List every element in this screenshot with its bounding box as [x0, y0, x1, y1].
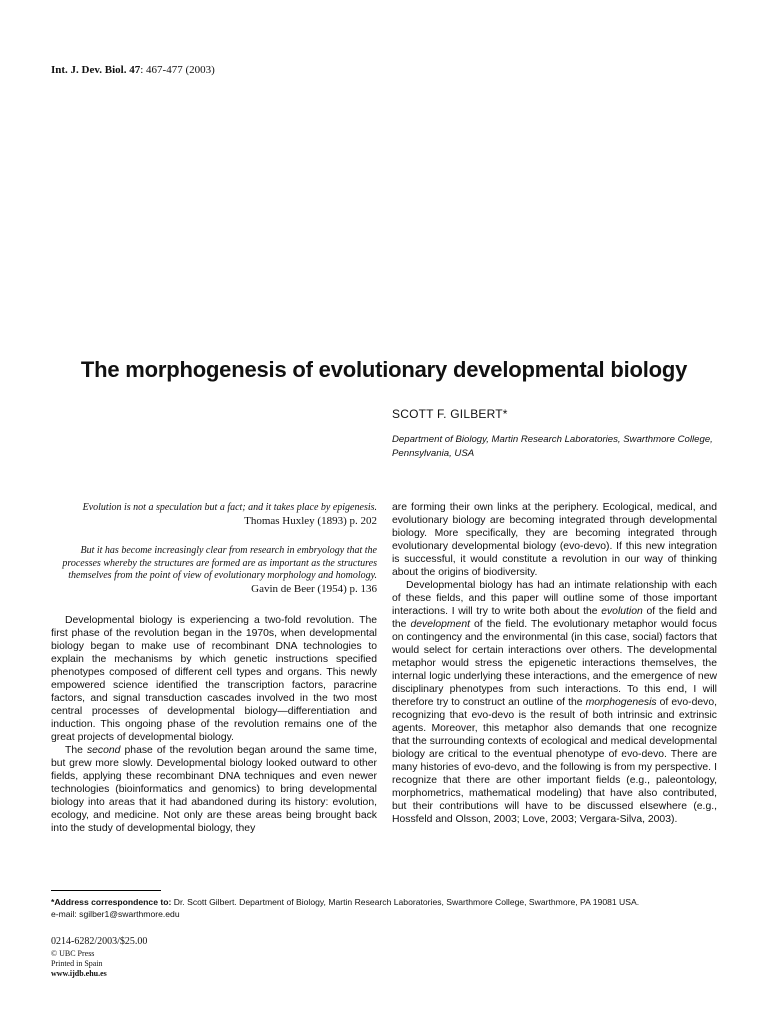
- correspondence-address: Dr. Scott Gilbert. Department of Biology, Martin Research Laboratories, Swarthmore College, Swarthmore, PA 19081 USA.: [171, 897, 640, 907]
- body-column-left: [51, 614, 377, 835]
- correspondence-label: *Address correspondence to:: [51, 897, 172, 907]
- printed-line: Printed in Spain: [51, 959, 103, 968]
- epigraph-de-beer: [51, 545, 377, 595]
- epigraph-huxley: [51, 502, 377, 527]
- publication-footer: [51, 935, 147, 979]
- paragraph: The second phase of the revolution began around the same time, but grew more slowly. Developmental biology looked outward to other fields, applying these recombinant DNA techniques and even newer technologies (bioinformatics and genomics) to bring developmental biology into areas that it had abandoned during its history: evolution, ecology, and medicine. Not only are these areas being brought back into the study of developmental biology, they: [51, 745, 377, 834]
- footnote-divider: [51, 890, 161, 891]
- correspondence-note: [51, 896, 731, 920]
- journal-pages: : 467-477 (2003): [140, 64, 215, 76]
- journal-name: Int. J. Dev. Biol.: [51, 64, 127, 76]
- correspondence-email: e-mail: sgilber1@swarthmore.edu: [51, 909, 180, 919]
- epigraph-quote: Evolution is not a speculation but a fact; and it takes place by epigenesis.: [82, 502, 377, 513]
- author-affiliation: Department of Biology, Martin Research Laboratories, Swarthmore College, Pennsylvania, USA: [392, 434, 713, 459]
- epigraph-quote: But it has become increasingly clear from research in embryology that the processes whereby the structures are formed are as important as the structures themselves from the point of view of evolutionary morphology and homology.: [62, 545, 377, 582]
- journal-volume: 47: [129, 64, 141, 76]
- issn-price: 0214-6282/2003/$25.00: [51, 936, 148, 947]
- body-column-right: [392, 501, 717, 826]
- press-line: © UBC Press: [51, 949, 95, 958]
- paragraph: Developmental biology is experiencing a two-fold revolution. The first phase of the revolution began in the 1970s, when developmental biology began to make use of recombinant DNA technologies to explain the mechanisms by which genetic instructions specified phenotypes composed of different cell types and organs. This newly empowered science identified the transcription factors, paracrine factors, and signal transduction cascades involved in the two most central processes of developmental biology—differentiation and induction. This ongoing phase of the revolution remains one of the great projects of developmental biology.: [51, 615, 377, 743]
- paragraph: are forming their own links at the periphery. Ecological, medical, and evolutionary biology are becoming integrated through developmental biology. More specifically, they are becoming integrated through evolutionary developmental biology (evo-devo). If this new integration is successful, it would constitute a revolution in our way of thinking about the origins of biodiversity.: [392, 502, 717, 578]
- epigraph-source: Gavin de Beer (1954) p. 136: [251, 582, 377, 595]
- journal-citation: [51, 64, 215, 76]
- paragraph: Developmental biology has had an intimate relationship with each of these fields, and this paper will outline some of those important interactions. I will try to write both about the evolution of the field and the development of the field. The evolutionary metaphor would focus on contingency and the environmental (in this case, social) factors that would select for certain interactions over others. The developmental metaphor would stress the epigenetic interactions themselves, the internal logic underlying these interactions, and the emergence of new disciplinary phenotypes from such interactions. To this end, I will therefore try to construct an outline of the morphogenesis of evo-devo, recognizing that evo-devo is the result of both intrinsic and extrinsic agents. Moreover, this metaphor also demands that one recognize that the surrounding contexts of ecological and medical developmental biology are critical to the eventual phenotype of evo-devo. There are many histories of evo-devo, and the following is from my perspective. I recognize that there are other important fields (e.g., paleontology, morphometrics, mathematical modeling) that have also contributed, but their contributions will have to be discussed elsewhere (e.g., Hossfeld and Olsson, 2003; Love, 2003; Vergara-Silva, 2003).: [392, 580, 717, 825]
- journal-website: www.ijdb.ehu.es: [51, 969, 107, 978]
- author-name: SCOTT F. GILBERT*: [392, 407, 508, 421]
- article-title: The morphogenesis of evolutionary developmental biology: [80, 357, 688, 382]
- epigraph-source: Thomas Huxley (1893) p. 202: [244, 514, 377, 527]
